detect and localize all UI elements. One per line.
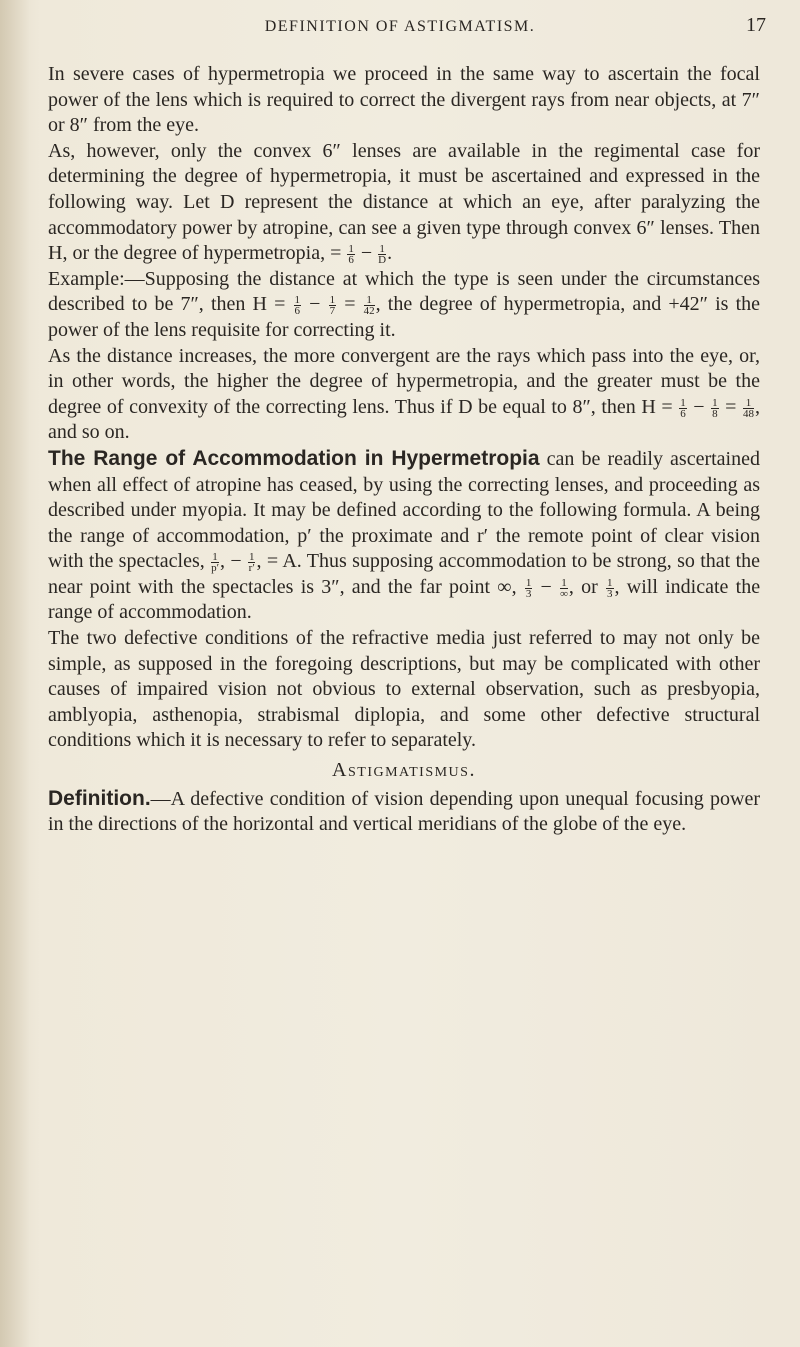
fraction-one-over-r: $\frac{1}{r'}$	[248, 551, 255, 575]
fraction-one-sixth: $\frac{1}{6}$	[294, 294, 301, 318]
fraction-one-over-d: $\frac{1}{D}$	[378, 243, 387, 267]
body-text	[48, 62, 760, 838]
running-head: DEFINITION OF ASTIGMATISM.	[264, 18, 536, 35]
definition-heading: Definition.	[48, 786, 151, 810]
paragraph-definition: Definition.—A defective condition of vision depending upon unequal focusing power in the directions of the horizontal and vertical meridians of the globe of the eye.	[48, 786, 760, 836]
page-edge-stain	[0, 0, 30, 1347]
paragraph-range-accommodation: The Range of Accommodation in Hypermetropia can be readily ascertained when all effect of atropine has ceased, by using the correcting lenses, and proceeding as described under myopia. It may be defined according to the following formula. A being the range of accommodation, p′ the proximate and r′ the remote point of clear vision with the spectacles, $\frac{1}{p'}$ , − $\frac{1}{r'}$ , = A. Thus supposing accommodation to be strong, so that the near point with the spectacles is 3″, and the far point ∞, $\frac{1}{3}$ − $\frac{1}{\infty}$ , or $\frac{1}{3}$ , will indicate the range of accommodation.	[48, 446, 761, 624]
fraction-one-sixth: $\frac{1}{6}$	[680, 396, 686, 420]
paragraph-severe-cases: In severe cases of hypermetropia we proceed in the same way to ascertain the focal power of the lens which is required to correct the divergent rays from near objects, at 7″ or 8″ from the eye.	[48, 63, 760, 137]
fraction-one-sixth: $\frac{1}{6}$	[348, 243, 354, 267]
fraction-one-fortytwo: $\frac{1}{42}$	[363, 294, 375, 318]
paragraph-distance-increases: As the distance increases, the more convergent are the rays which pass into the eye, or, in other words, the higher the degree of hypermetropia, and the greater must be the degree of convexity of the correcting lens. Thus if D be equal to 8″, then H = $\frac{1}{6}$ − $\frac{1}{8}$ = $\frac{1}{48}$ , and so on.	[48, 344, 761, 444]
fraction-one-fortyeight: $\frac{1}{48}$	[743, 396, 755, 420]
page-number: 17	[746, 14, 766, 36]
page-header	[0, 14, 800, 44]
fraction-one-over-p: $\frac{1}{p'}$	[211, 551, 219, 575]
paragraph-example: Example:—Supposing the distance at which the type is seen under the circumstances described to be 7″, then H = $\frac{1}{6}$ − $\frac{1}{7}$ = $\frac{1}{42}$ , the degree of hypermetropia, and +42″ is the power of the lens requisite for correcting it.	[48, 267, 761, 341]
fraction-one-eighth: $\frac{1}{8}$	[712, 396, 718, 420]
fraction-one-over-infinity: $\frac{1}{\infty}$	[560, 576, 568, 600]
fraction-one-seventh: $\frac{1}{7}$	[329, 294, 336, 318]
fraction-one-third: $\frac{1}{3}$	[607, 576, 613, 600]
range-heading: The Range of Accommodation in Hypermetropia	[48, 446, 540, 470]
section-heading-astigmatismus: Astigmatismus.	[332, 759, 476, 782]
fraction-one-third: $\frac{1}{3}$	[525, 576, 532, 600]
paragraph-text: As, however, only the convex 6″ lenses are available in the regimental case for determining the degree of hypermetropia, it must be ascertained and expressed in the following way. Let D represent the distance at which an eye, after paralyzing the accommodatory power by atropine, can see a given type through convex 6″ lenses. Then H, or the degree of hypermetropia, =	[48, 139, 760, 265]
paragraph-defective-conditions: The two defective conditions of the refractive media just referred to may not only be simple, as supposed in the foregoing descriptions, but may be complicated with other causes of impaired vision not obvious to external observation, such as presbyopia, amblyopia, asthenopia, strabismal diplopia, and some other defective structural conditions which it is necessary to refer to separately.	[48, 627, 760, 752]
paragraph-regimental-case: As, however, only the convex 6″ lenses are available in the regimental case for determining the degree of hypermetropia, it must be ascertained and expressed in the following way. Let D represent the distance at which an eye, after paralyzing the accommodatory power by atropine, can see a given type through convex 6″ lenses. Then H, or the degree of hypermetropia, = $\frac{1}{6}$ − $\frac{1}{D}$ .	[48, 139, 760, 267]
